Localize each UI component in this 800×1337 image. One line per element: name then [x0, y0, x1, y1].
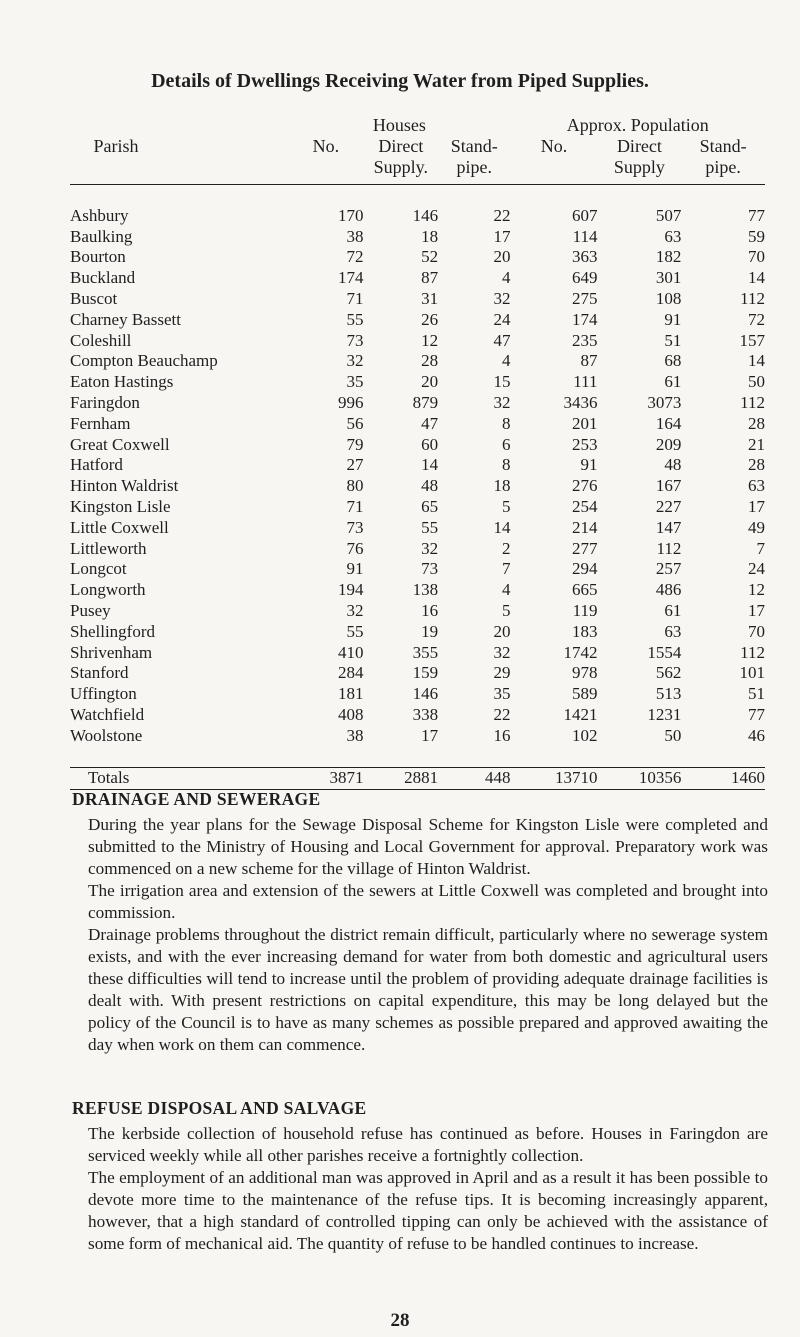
cell-parish: Littleworth [70, 538, 147, 558]
totals-label: Totals [70, 768, 288, 790]
houses-direct-header: Direct Supply. [373, 136, 428, 177]
cell-houses-standpipe: 47 [493, 330, 511, 350]
table-row [70, 435, 765, 456]
table-row [70, 726, 765, 747]
cell-pop-no: 277 [572, 538, 598, 558]
cell-pop-no: 253 [572, 434, 598, 454]
cell-pop-standpipe: 59 [748, 226, 765, 246]
cell-houses-no: 80 [346, 476, 364, 496]
population-no-header: No. [540, 136, 568, 156]
paragraph: The employment of an additional man was approved in April and as a result it has been possible to devote more time to the maintenance of the refuse tips. It is becoming increasingly apparent, however, that a high standard of controlled tipping can only be achieved with the assistance of some form of mechanical aid. The quantity of refuse to be handled continues to increase. [88, 1168, 768, 1253]
cell-houses-direct: 20 [421, 372, 439, 392]
cell-houses-direct: 2881 [364, 768, 439, 790]
cell-houses-standpipe: 15 [493, 372, 511, 392]
cell-houses-direct: 14 [421, 455, 439, 475]
cell-pop-direct: 112 [656, 538, 682, 558]
cell-houses-no: 91 [346, 559, 364, 579]
section-heading: DRAINAGE AND SEWERAGE [72, 789, 321, 809]
cell-pop-no: 1421 [563, 704, 598, 724]
cell-houses-no: 174 [338, 268, 364, 288]
cell-pop-direct: 164 [655, 413, 682, 433]
cell-pop-direct: 507 [655, 205, 682, 225]
cell-houses-standpipe: 4 [501, 580, 511, 600]
cell-houses-no: 27 [346, 455, 364, 475]
cell-pop-direct: 61 [664, 600, 682, 620]
cell-pop-standpipe: 28 [748, 455, 765, 475]
cell-houses-standpipe: 16 [493, 725, 511, 745]
table-row [70, 518, 765, 539]
cell-pop-direct: 61 [664, 372, 682, 392]
cell-parish: Baulking [70, 226, 133, 246]
cell-parish: Pusey [70, 600, 111, 620]
cell-houses-direct: 19 [421, 621, 439, 641]
cell-houses-no: 410 [338, 642, 364, 662]
cell-houses-no: 38 [346, 226, 364, 246]
cell-pop-direct: 301 [655, 268, 682, 288]
cell-houses-standpipe: 14 [493, 517, 511, 537]
cell-parish: Eaton Hastings [70, 372, 174, 392]
cell-pop-no: 235 [572, 330, 598, 350]
cell-parish: Shellingford [70, 621, 155, 641]
cell-pop-direct: 10356 [598, 768, 682, 790]
table-row [70, 663, 765, 684]
cell-pop-direct: 51 [664, 330, 682, 350]
cell-houses-direct: 73 [421, 559, 439, 579]
cell-parish: Hatford [70, 455, 123, 475]
cell-houses-no: 32 [346, 351, 364, 371]
cell-houses-direct: 55 [421, 517, 439, 537]
cell-pop-standpipe: 28 [748, 413, 765, 433]
cell-pop-no: 214 [572, 517, 598, 537]
table-row [70, 622, 765, 643]
paragraph: During the year plans for the Sewage Disposal Scheme for Kingston Lisle were completed and submitted to the Ministry of Housing and Local Government for approval. Preparatory work was commenced on a new scheme for the village of Hinton Waldrist. [88, 815, 768, 878]
cell-houses-direct: 18 [421, 226, 439, 246]
cell-pop-standpipe: 46 [748, 725, 765, 745]
cell-houses-standpipe: 4 [501, 351, 511, 371]
cell-houses-standpipe: 7 [501, 559, 511, 579]
table-row [70, 559, 765, 580]
cell-pop-standpipe: 12 [748, 580, 765, 600]
cell-houses-no: 73 [346, 330, 364, 350]
cell-pop-direct: 147 [655, 517, 682, 537]
cell-houses-no: 996 [338, 392, 364, 412]
cell-pop-standpipe: 21 [748, 434, 765, 454]
population-standpipe-header: Stand- pipe. [699, 136, 747, 177]
group-header-row [70, 110, 765, 136]
cell-houses-no: 73 [346, 517, 364, 537]
cell-pop-standpipe: 70 [748, 247, 765, 267]
refuse-section [72, 1097, 768, 1255]
table-row [70, 206, 765, 227]
table-row [70, 227, 765, 248]
cell-pop-direct: 167 [655, 476, 682, 496]
table-row [70, 476, 765, 497]
cell-houses-no: 79 [346, 434, 364, 454]
cell-houses-no: 56 [346, 413, 364, 433]
cell-pop-no: 183 [572, 621, 598, 641]
cell-pop-direct: 562 [655, 663, 682, 683]
cell-pop-no: 978 [572, 663, 598, 683]
cell-houses-standpipe: 8 [501, 413, 511, 433]
cell-parish: Bourton [70, 247, 126, 267]
cell-houses-no: 181 [338, 684, 364, 704]
cell-houses-direct: 60 [421, 434, 439, 454]
table-row [70, 497, 765, 518]
cell-houses-no: 55 [346, 309, 364, 329]
cell-pop-standpipe: 1460 [681, 768, 765, 790]
water-supply-table [70, 110, 765, 790]
cell-houses-direct: 31 [421, 288, 439, 308]
table-row [70, 455, 765, 476]
cell-pop-direct: 50 [664, 725, 682, 745]
cell-houses-direct: 146 [412, 684, 439, 704]
cell-pop-standpipe: 24 [748, 559, 765, 579]
cell-pop-no: 119 [572, 600, 598, 620]
cell-parish: Buscot [70, 288, 118, 308]
cell-houses-direct: 26 [421, 309, 439, 329]
cell-pop-standpipe: 157 [739, 330, 765, 350]
cell-houses-standpipe: 20 [493, 247, 511, 267]
cell-parish: Longworth [70, 580, 146, 600]
cell-houses-direct: 16 [421, 600, 439, 620]
cell-pop-no: 174 [572, 309, 598, 329]
cell-houses-standpipe: 18 [493, 476, 511, 496]
cell-houses-no: 55 [346, 621, 364, 641]
cell-houses-standpipe: 22 [493, 704, 511, 724]
table-row [70, 580, 765, 601]
cell-pop-no: 665 [572, 580, 598, 600]
cell-pop-standpipe: 70 [748, 621, 765, 641]
page-number: 28 [390, 1310, 410, 1331]
cell-houses-direct: 338 [412, 704, 439, 724]
houses-group-header: Houses [372, 115, 426, 135]
cell-pop-standpipe: 101 [739, 663, 765, 683]
cell-houses-standpipe: 5 [501, 496, 511, 516]
cell-pop-standpipe: 50 [748, 372, 765, 392]
cell-houses-standpipe: 17 [493, 226, 511, 246]
cell-pop-no: 275 [572, 288, 598, 308]
cell-pop-standpipe: 112 [740, 288, 765, 308]
cell-houses-standpipe: 6 [501, 434, 511, 454]
cell-parish: Woolstone [70, 725, 143, 745]
table-row [70, 539, 765, 560]
table-row [70, 601, 765, 622]
cell-pop-no: 589 [572, 684, 598, 704]
table-row [70, 372, 765, 393]
cell-houses-standpipe: 5 [501, 600, 511, 620]
cell-houses-direct: 138 [412, 580, 439, 600]
cell-houses-direct: 47 [421, 413, 439, 433]
paragraph: The irrigation area and extension of the sewers at Little Coxwell was completed and brought into commission. [88, 881, 768, 922]
table-row [70, 247, 765, 268]
table-row [70, 289, 765, 310]
cell-houses-standpipe: 35 [493, 684, 511, 704]
cell-parish: Buckland [70, 268, 136, 288]
cell-pop-no: 294 [572, 559, 598, 579]
cell-pop-standpipe: 112 [740, 392, 765, 412]
cell-pop-standpipe: 14 [748, 351, 765, 371]
cell-pop-no: 3436 [563, 392, 598, 412]
cell-houses-direct: 52 [421, 247, 439, 267]
cell-pop-no: 111 [573, 372, 598, 392]
table-row [70, 268, 765, 289]
cell-houses-no: 35 [346, 372, 364, 392]
paragraph: The kerbside collection of household refuse has continued as before. Houses in Faringdon are serviced weekly while all other parishes receive a fortnightly collection. [88, 1124, 768, 1165]
cell-pop-no: 607 [572, 205, 598, 225]
cell-pop-no: 276 [572, 476, 598, 496]
cell-houses-direct: 17 [421, 725, 439, 745]
cell-houses-no: 38 [346, 725, 364, 745]
cell-pop-direct: 209 [655, 434, 682, 454]
cell-houses-direct: 12 [421, 330, 439, 350]
cell-pop-direct: 486 [655, 580, 682, 600]
cell-pop-no: 13710 [510, 768, 597, 790]
cell-houses-direct: 48 [421, 476, 439, 496]
cell-houses-no: 76 [346, 538, 364, 558]
cell-houses-standpipe: 29 [493, 663, 511, 683]
cell-houses-direct: 32 [421, 538, 439, 558]
cell-houses-direct: 355 [412, 642, 439, 662]
parish-header: Parish [93, 136, 139, 156]
totals-row [70, 768, 765, 790]
column-header-row [70, 136, 765, 185]
cell-houses-no: 71 [346, 496, 364, 516]
cell-pop-standpipe: 17 [748, 600, 765, 620]
cell-parish: Uffington [70, 684, 137, 704]
page-title: Details of Dwellings Receiving Water from Piped Supplies. [151, 70, 649, 92]
table-row [70, 331, 765, 352]
cell-pop-direct: 48 [664, 455, 682, 475]
cell-houses-standpipe: 8 [501, 455, 511, 475]
cell-pop-standpipe: 63 [748, 476, 765, 496]
houses-no-header: No. [312, 136, 340, 156]
cell-pop-no: 102 [572, 725, 598, 745]
paragraph: Drainage problems throughout the district remain difficult, particularly where no sewerage system exists, and with the ever increasing demand for water from both domestic and agricultural users these difficulties will tend to increase until the problem of providing adequate drainage facilities is dealt with. With present restrictions on capital expenditure, this may be long delayed but the policy of the Council is to have as many schemes as possible prepared and approved awaiting the day when work on them can commence. [88, 925, 768, 1054]
cell-pop-direct: 513 [655, 684, 682, 704]
table-row [70, 684, 765, 705]
cell-pop-standpipe: 77 [748, 704, 765, 724]
table-row [70, 414, 765, 435]
cell-pop-standpipe: 112 [740, 642, 765, 662]
cell-pop-no: 254 [572, 496, 598, 516]
cell-parish: Faringdon [70, 392, 140, 412]
cell-pop-standpipe: 17 [748, 496, 765, 516]
cell-pop-no: 91 [580, 455, 598, 475]
cell-houses-no: 408 [338, 704, 364, 724]
cell-pop-direct: 68 [664, 351, 682, 371]
cell-houses-direct: 159 [412, 663, 439, 683]
cell-houses-direct: 28 [421, 351, 439, 371]
table-row [70, 393, 765, 414]
cell-houses-no: 72 [346, 247, 364, 267]
cell-houses-standpipe: 2 [501, 538, 511, 558]
cell-pop-no: 201 [572, 413, 598, 433]
cell-parish: Great Coxwell [70, 434, 170, 454]
cell-houses-no: 284 [338, 663, 364, 683]
table-row [70, 310, 765, 331]
cell-houses-standpipe: 24 [493, 309, 511, 329]
cell-parish: Compton Beauchamp [70, 351, 218, 371]
cell-pop-no: 649 [572, 268, 598, 288]
cell-parish: Hinton Waldrist [70, 476, 179, 496]
cell-pop-standpipe: 14 [748, 268, 765, 288]
cell-houses-no: 170 [338, 205, 364, 225]
section-heading: REFUSE DISPOSAL AND SALVAGE [72, 1098, 367, 1118]
population-direct-header: Direct Supply [613, 136, 665, 177]
cell-pop-standpipe: 7 [756, 538, 765, 558]
cell-pop-no: 114 [572, 226, 598, 246]
cell-pop-standpipe: 51 [748, 684, 765, 704]
cell-pop-no: 87 [580, 351, 598, 371]
cell-houses-no: 71 [346, 288, 364, 308]
cell-houses-no: 32 [346, 600, 364, 620]
table-row [70, 705, 765, 726]
cell-houses-standpipe: 32 [493, 288, 511, 308]
cell-houses-direct: 87 [421, 268, 439, 288]
cell-houses-direct: 146 [412, 205, 439, 225]
cell-parish: Little Coxwell [70, 517, 169, 537]
cell-pop-no: 1742 [563, 642, 598, 662]
cell-houses-direct: 65 [421, 496, 439, 516]
houses-standpipe-header: Stand- pipe. [450, 136, 498, 177]
cell-parish: Stanford [70, 663, 129, 683]
cell-parish: Fernham [70, 413, 131, 433]
cell-parish: Longcot [70, 559, 127, 579]
cell-houses-standpipe: 4 [501, 268, 511, 288]
cell-pop-standpipe: 49 [748, 517, 765, 537]
cell-houses-no: 3871 [288, 768, 363, 790]
cell-pop-no: 363 [572, 247, 598, 267]
cell-pop-direct: 257 [655, 559, 682, 579]
cell-houses-standpipe: 448 [438, 768, 510, 790]
cell-pop-direct: 63 [664, 621, 682, 641]
cell-pop-direct: 91 [664, 309, 682, 329]
cell-pop-direct: 1554 [647, 642, 682, 662]
cell-pop-direct: 182 [655, 247, 682, 267]
cell-parish: Charney Bassett [70, 309, 181, 329]
cell-pop-direct: 108 [655, 288, 682, 308]
cell-houses-standpipe: 32 [493, 642, 511, 662]
cell-houses-direct: 879 [412, 392, 439, 412]
cell-pop-standpipe: 77 [748, 205, 765, 225]
cell-parish: Ashbury [70, 205, 129, 225]
cell-houses-standpipe: 22 [493, 205, 511, 225]
cell-houses-standpipe: 20 [493, 621, 511, 641]
cell-pop-direct: 227 [655, 496, 682, 516]
cell-pop-direct: 1231 [647, 704, 682, 724]
cell-houses-no: 194 [338, 580, 364, 600]
cell-pop-direct: 63 [664, 226, 682, 246]
table-row [70, 643, 765, 664]
cell-parish: Shrivenham [70, 642, 153, 662]
table-row [70, 351, 765, 372]
cell-pop-direct: 3073 [647, 392, 682, 412]
cell-parish: Watchfield [70, 704, 145, 724]
drainage-section [72, 788, 768, 1056]
cell-parish: Kingston Lisle [70, 496, 171, 516]
cell-houses-standpipe: 32 [493, 392, 511, 412]
population-group-header: Approx. Population [566, 115, 709, 135]
cell-parish: Coleshill [70, 330, 132, 350]
table-body [70, 206, 765, 747]
cell-pop-standpipe: 72 [748, 309, 765, 329]
